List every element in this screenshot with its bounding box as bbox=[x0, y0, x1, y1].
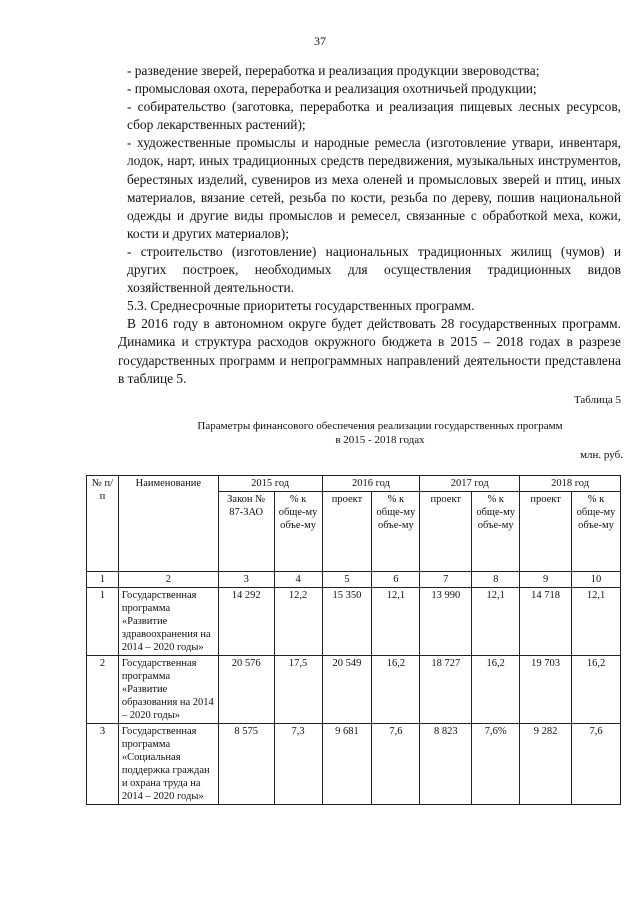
financial-table bbox=[86, 475, 621, 805]
value-2017: 18 727 bbox=[420, 656, 472, 724]
column-number: 9 bbox=[520, 572, 572, 588]
table-title-line2: в 2015 - 2018 годах bbox=[335, 434, 425, 446]
share-2016: 12,1 bbox=[372, 588, 420, 656]
header-law: Закон № 87-ЗАО bbox=[218, 492, 274, 572]
column-number: 10 bbox=[572, 572, 621, 588]
paragraph-fur-farming: - разведение зверей, переработка и реализация продукции звероводства; bbox=[127, 63, 540, 78]
paragraph-crafts: - художественные промыслы и народные ремесла (изготовление утвари, инвентаря, лодок, нарт, иных традиционных средств передвижения, музыкальных инструментов, берестяных изделий, сувениров из меха оленей и промысловых зверей и птиц, иных материалов, вязание сетей, резьба по кости, резьба по дереву, пошив национальной одежды и другие виды промыслов и ремесел, связанные с обработкой меха, кожи, кости и других материалов); bbox=[127, 135, 621, 241]
share-2015: 7,3 bbox=[274, 724, 322, 805]
share-2018: 16,2 bbox=[572, 656, 621, 724]
share-2016: 7,6 bbox=[372, 724, 420, 805]
program-name: Государственная программа «Социальная поддержка граждан и охрана труда на 2014 – 2020 годы» bbox=[118, 724, 218, 805]
row-number: 3 bbox=[87, 724, 119, 805]
header-project-2018: проект bbox=[520, 492, 572, 572]
share-2018: 12,1 bbox=[572, 588, 621, 656]
value-2017: 13 990 bbox=[420, 588, 472, 656]
value-2018: 9 282 bbox=[520, 724, 572, 805]
paragraph-gathering: - собирательство (заготовка, переработка и реализация пищевых лесных ресурсов, сбор лекарственных растений); bbox=[127, 99, 621, 133]
table-title bbox=[130, 419, 630, 447]
share-2017: 7,6% bbox=[472, 724, 520, 805]
value-2016: 9 681 bbox=[322, 724, 372, 805]
value-2017: 8 823 bbox=[420, 724, 472, 805]
body-text bbox=[118, 62, 621, 388]
header-project-2016: проект bbox=[322, 492, 372, 572]
value-2018: 14 718 bbox=[520, 588, 572, 656]
table-title-line1: Параметры финансового обеспечения реализации государственных программ bbox=[197, 420, 563, 432]
share-2015: 12,2 bbox=[274, 588, 322, 656]
header-number: № п/п bbox=[87, 476, 119, 572]
header-share-2016: % к обще-му объе-му bbox=[372, 492, 420, 572]
header-share-2018: % к обще-му объе-му bbox=[572, 492, 621, 572]
column-number: 5 bbox=[322, 572, 372, 588]
header-name: Наименование bbox=[118, 476, 218, 572]
section-heading: 5.3. Среднесрочные приоритеты государственных программ. bbox=[127, 298, 475, 314]
header-year-2015: 2015 год bbox=[218, 476, 322, 492]
paragraph-hunting: - промысловая охота, переработка и реализация охотничьей продукции; bbox=[127, 81, 537, 97]
units-label: млн. руб. bbox=[580, 449, 623, 461]
table-row bbox=[87, 724, 621, 805]
program-name: Государственная программа «Развитие образования на 2014 – 2020 годы» bbox=[118, 656, 218, 724]
header-year-2017: 2017 год bbox=[420, 476, 520, 492]
header-row-years bbox=[87, 476, 621, 492]
table-row bbox=[87, 656, 621, 724]
row-number: 2 bbox=[87, 656, 119, 724]
column-number: 7 bbox=[420, 572, 472, 588]
column-numbers-row bbox=[87, 572, 621, 588]
value-2016: 20 549 bbox=[322, 656, 372, 724]
program-name: Государственная программа «Развитие здравоохранения на 2014 – 2020 годы» bbox=[118, 588, 218, 656]
header-share-2015: % к обще-му объе-му bbox=[274, 492, 322, 572]
header-project-2017: проект bbox=[420, 492, 472, 572]
value-2015: 20 576 bbox=[218, 656, 274, 724]
header-share-2017: % к обще-му объе-му bbox=[472, 492, 520, 572]
paragraph-programs: В 2016 году в автономном округе будет действовать 28 государственных программ. Динамика и структура расходов окружного бюджета в 2015 – 2018 годах в разрезе государственных программ и непрограммных направлений деятельности представлена в таблице 5. bbox=[118, 316, 621, 386]
share-2017: 16,2 bbox=[472, 656, 520, 724]
column-number: 2 bbox=[118, 572, 218, 588]
row-number: 1 bbox=[87, 588, 119, 656]
column-number: 8 bbox=[472, 572, 520, 588]
column-number: 3 bbox=[218, 572, 274, 588]
header-year-2016: 2016 год bbox=[322, 476, 420, 492]
value-2015: 8 575 bbox=[218, 724, 274, 805]
share-2018: 7,6 bbox=[572, 724, 621, 805]
value-2015: 14 292 bbox=[218, 588, 274, 656]
table-label: Таблица 5 bbox=[573, 394, 621, 406]
table-row bbox=[87, 588, 621, 656]
header-year-2018: 2018 год bbox=[520, 476, 621, 492]
share-2017: 12,1 bbox=[472, 588, 520, 656]
column-number: 4 bbox=[274, 572, 322, 588]
page-number: 37 bbox=[314, 34, 326, 48]
column-number: 1 bbox=[87, 572, 119, 588]
value-2018: 19 703 bbox=[520, 656, 572, 724]
paragraph-construction: - строительство (изготовление) национальных традиционных жилищ (чумов) и других построек, необходимых для осуществления традиционных видов хозяйственной деятельности. bbox=[127, 243, 621, 296]
share-2016: 16,2 bbox=[372, 656, 420, 724]
value-2016: 15 350 bbox=[322, 588, 372, 656]
column-number: 6 bbox=[372, 572, 420, 588]
share-2015: 17,5 bbox=[274, 656, 322, 724]
